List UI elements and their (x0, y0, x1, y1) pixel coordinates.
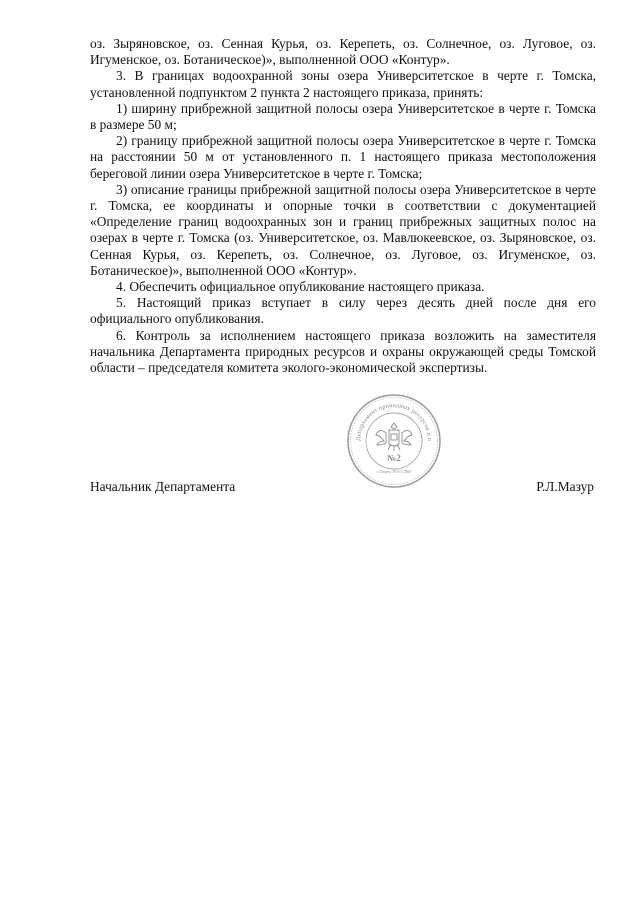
paragraph-item-3: 3. В границах водоохранной зоны озера Университетское в черте г. Томска, установленной подпунктом 2 пункта 2 настоящего приказа, принять: (90, 68, 596, 100)
paragraph-item-6: 6. Контроль за исполнением настоящего приказа возложить на заместителя начальника Департамента природных ресурсов и охраны окружающей среды Томской области – председателя комитета эколого-экономической экспертизы. (90, 327, 596, 376)
svg-text:Департамент природных ресурсов (346, 393, 433, 441)
seal-number: №2 (387, 453, 401, 463)
paragraph-continuation: оз. Зыряновское, оз. Сенная Курья, оз. Керепеть, оз. Солнечное, оз. Луговое, оз. Игуменское, оз. Ботаническое)», выполненной ООО «Контур». (90, 36, 596, 68)
seal-bottom-text: г.Томск РОССИЯ (376, 469, 412, 474)
coat-of-arms-icon (376, 423, 412, 451)
seal-ring-text: Департамент природных ресурсов и о (354, 401, 434, 442)
paragraph-subitem-1: 1) ширину прибрежной защитной полосы озера Университетское в черте г. Томска в размере 50 м; (90, 100, 596, 133)
signatory-name: Р.Л.Мазур (536, 479, 594, 494)
paragraph-subitem-2: 2) границу прибрежной защитной полосы озера Университетское в черте г. Томска на расстоянии 50 м от установленного п. 1 настоящего приказа местоположения береговой линии озера Университетское в черте г. Томска; (90, 133, 596, 181)
paragraph-item-4: 4. Обеспечить официальное опубликование настоящего приказа. (116, 279, 485, 295)
paragraph-item-5: 5. Настоящий приказ вступает в силу через десять дней после дня его официального опубликования. (90, 295, 596, 327)
document-body (90, 36, 596, 376)
official-seal (346, 393, 442, 489)
paragraph-subitem-3: 3) описание границы прибрежной защитной полосы озера Университетское в черте г. Томска, ее координаты и опорные точки в соответствии с документацией «Определение границ водоохранных зон и границ прибрежных защитных полос на озерах в черте г. Томска (оз. Университетское, оз. Мавлюкеевское, оз. Зыряновское, оз. Сенная Курья, оз. Керепеть, оз. Солнечное, оз. Луговое, оз. Игуменское, оз. Ботаническое)», выполненной ООО «Контур». (90, 181, 596, 278)
signatory-position: Начальник Департамента (90, 479, 236, 494)
